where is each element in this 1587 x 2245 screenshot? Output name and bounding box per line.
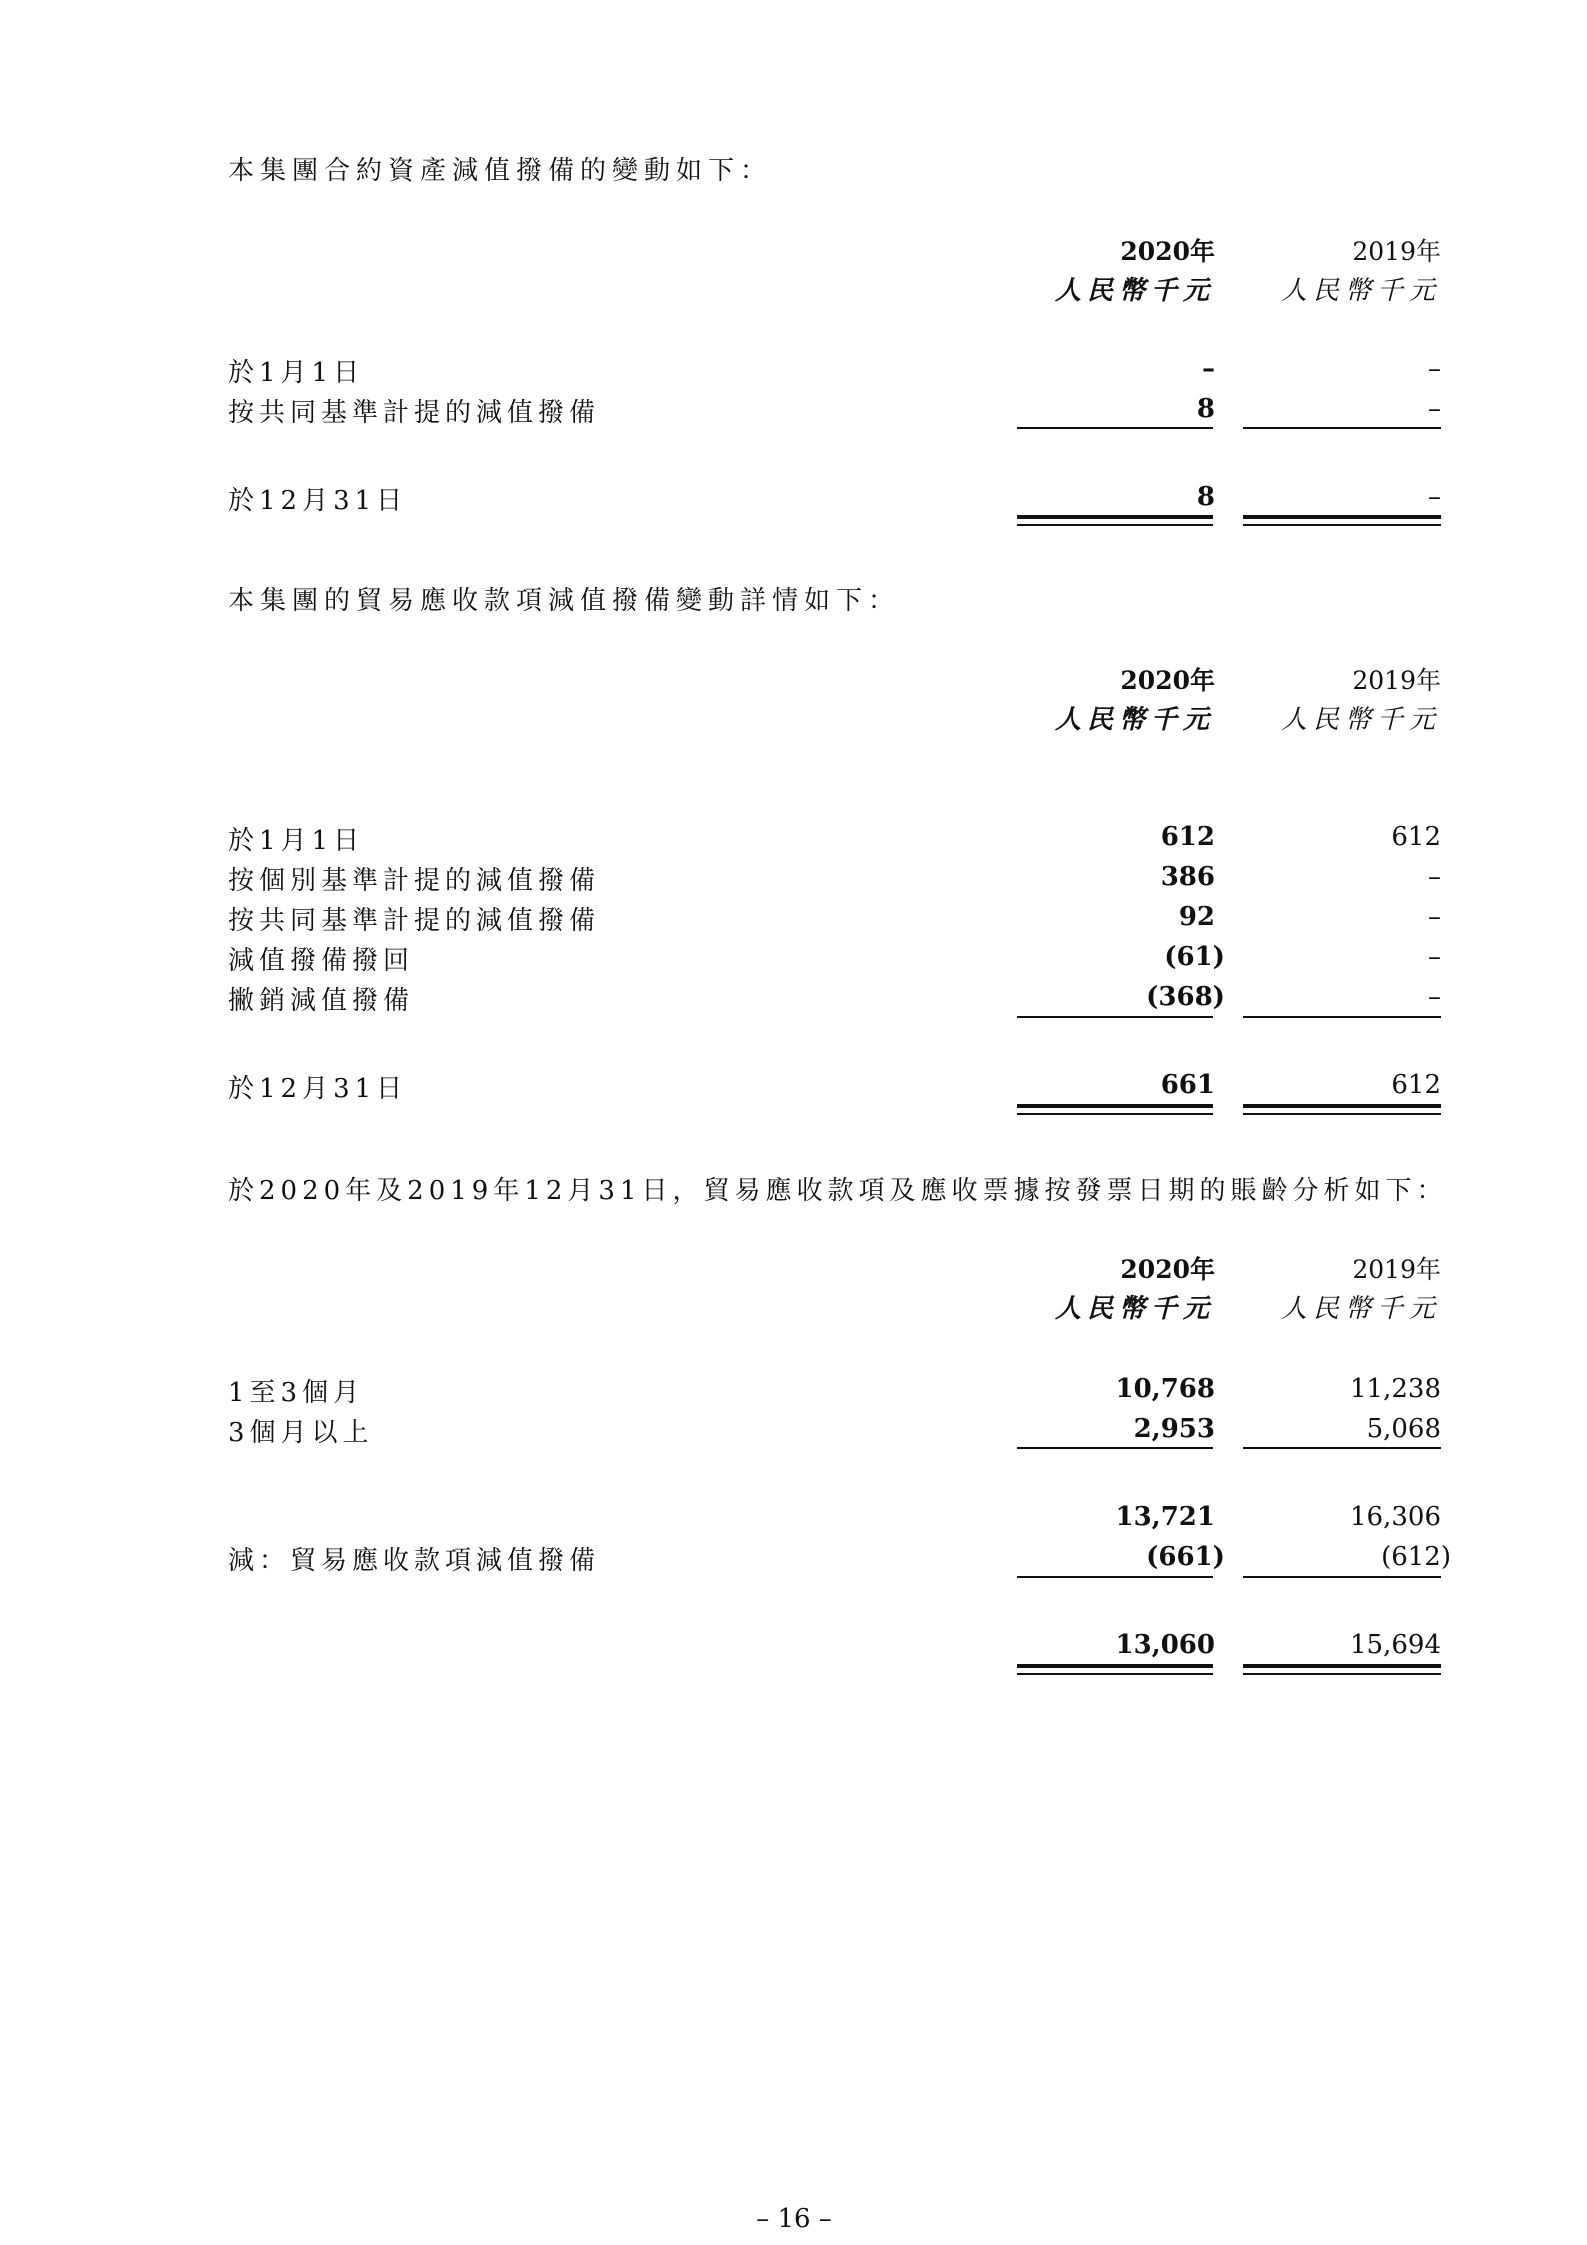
section1-intro: 本集團合約資產減值撥備的變動如下：: [228, 156, 773, 186]
section1-header-2019-unit: 人民幣千元: [1280, 276, 1441, 306]
section2-subtotal-rule-2019: [1243, 1016, 1441, 1018]
section1-row-value-2019: –: [1428, 394, 1441, 424]
section3-less-rule-2020: [1017, 1576, 1213, 1578]
section2-header-2019-unit: 人民幣千元: [1280, 705, 1441, 735]
section1-header-2019-year: 2019年: [1352, 237, 1441, 266]
section2-row-value-2020: 386: [1160, 862, 1215, 892]
section1-row-label: 於1月1日: [228, 358, 365, 388]
section2-header-2019-year: 2019年: [1352, 666, 1441, 695]
section3-less-rule-2019: [1243, 1576, 1441, 1578]
section2-total-label: 於12月31日: [228, 1074, 408, 1104]
section3-row-value-2020: 2,953: [1133, 1414, 1215, 1444]
section2-row-value-2020: 92: [1178, 902, 1215, 932]
section2-row-value-2019: –: [1428, 982, 1441, 1012]
section2-total-double-rule-2019: [1243, 1104, 1441, 1108]
section3-intro: 於2020年及2019年12月31日，貿易應收款項及應收票據按發票日期的賬齡分析如下：: [228, 1176, 1448, 1206]
section1-total-double-rule-2019: [1243, 515, 1441, 519]
section1-subtotal-rule-2019: [1243, 427, 1441, 429]
section3-subtotal-value-2019: 16,306: [1350, 1502, 1441, 1532]
section1-subtotal-rule-2020: [1017, 427, 1213, 429]
section2-intro: 本集團的貿易應收款項減值撥備變動詳情如下：: [228, 586, 901, 616]
section2-row-value-2019: –: [1428, 942, 1441, 972]
section3-subtotal-value-2020: 13,721: [1115, 1502, 1215, 1532]
section3-header-2020-year: 2020年: [1120, 1255, 1215, 1284]
section3-less-value-2020: (661): [1146, 1542, 1225, 1572]
section3-total-value-2019: 15,694: [1350, 1630, 1441, 1660]
section3-row-value-2019: 11,238: [1350, 1374, 1441, 1404]
section2-total-double-rule-2020-lower: [1017, 1113, 1213, 1115]
section1-row-value-2019: –: [1428, 354, 1441, 384]
section2-subtotal-rule-2020: [1017, 1016, 1213, 1018]
section1-header-2020-unit: 人民幣千元: [1054, 276, 1215, 306]
section1-total-value-2020: 8: [1196, 482, 1215, 512]
section1-total-value-2019: –: [1428, 482, 1441, 512]
section2-row-value-2019: –: [1428, 862, 1441, 892]
section3-row-label: 3個月以上: [228, 1418, 374, 1448]
section3-less-label: 減：貿易應收款項減值撥備: [228, 1546, 601, 1576]
section3-row-value-2019: 5,068: [1366, 1414, 1441, 1444]
section2-row-value-2020: 612: [1160, 822, 1215, 852]
section3-row-value-2020: 10,768: [1115, 1374, 1215, 1404]
section3-header-2020-unit: 人民幣千元: [1054, 1294, 1215, 1324]
section1-total-double-rule-2020: [1017, 515, 1213, 519]
section3-header-2019-year: 2019年: [1352, 1255, 1441, 1284]
section3-rows-rule-2020: [1017, 1447, 1213, 1449]
section3-total-double-rule-2019: [1243, 1664, 1441, 1668]
section3-total-double-rule-2020-lower: [1017, 1673, 1213, 1675]
section1-row-label: 按共同基準計提的減值撥備: [228, 398, 601, 428]
section3-header-2019-unit: 人民幣千元: [1280, 1294, 1441, 1324]
section2-row-value-2019: –: [1428, 902, 1441, 932]
section2-row-label: 撇銷減值撥備: [228, 986, 415, 1016]
section3-total-double-rule-2020: [1017, 1664, 1213, 1668]
section2-total-value-2019: 612: [1391, 1070, 1441, 1100]
section2-row-value-2019: 612: [1391, 822, 1441, 852]
section1-total-label: 於12月31日: [228, 486, 408, 516]
section2-total-double-rule-2019-lower: [1243, 1113, 1441, 1115]
section2-row-value-2020: (61): [1164, 942, 1225, 972]
section2-row-label: 減值撥備撥回: [228, 946, 415, 976]
section3-total-value-2020: 13,060: [1115, 1630, 1215, 1660]
section2-header-2020-unit: 人民幣千元: [1054, 705, 1215, 735]
section3-less-value-2019: (612): [1381, 1542, 1451, 1572]
section1-row-value-2020: 8: [1196, 394, 1215, 424]
section3-row-label: 1至3個月: [228, 1378, 365, 1408]
section1-total-double-rule-2020-lower: [1017, 524, 1213, 526]
section1-row-value-2020: –: [1202, 354, 1215, 384]
section2-row-label: 按共同基準計提的減值撥備: [228, 906, 601, 936]
section2-total-double-rule-2020: [1017, 1104, 1213, 1108]
section2-row-value-2020: (368): [1146, 982, 1225, 1012]
section3-rows-rule-2019: [1243, 1447, 1441, 1449]
section1-total-double-rule-2019-lower: [1243, 524, 1441, 526]
section3-total-double-rule-2019-lower: [1243, 1673, 1441, 1675]
section2-row-label: 於1月1日: [228, 826, 365, 856]
section2-header-2020-year: 2020年: [1120, 666, 1215, 695]
section2-total-value-2020: 661: [1160, 1070, 1215, 1100]
section1-header-2020-year: 2020年: [1120, 237, 1215, 266]
section2-row-label: 按個別基準計提的減值撥備: [228, 866, 601, 896]
page-number: – 16 –: [756, 2204, 832, 2234]
